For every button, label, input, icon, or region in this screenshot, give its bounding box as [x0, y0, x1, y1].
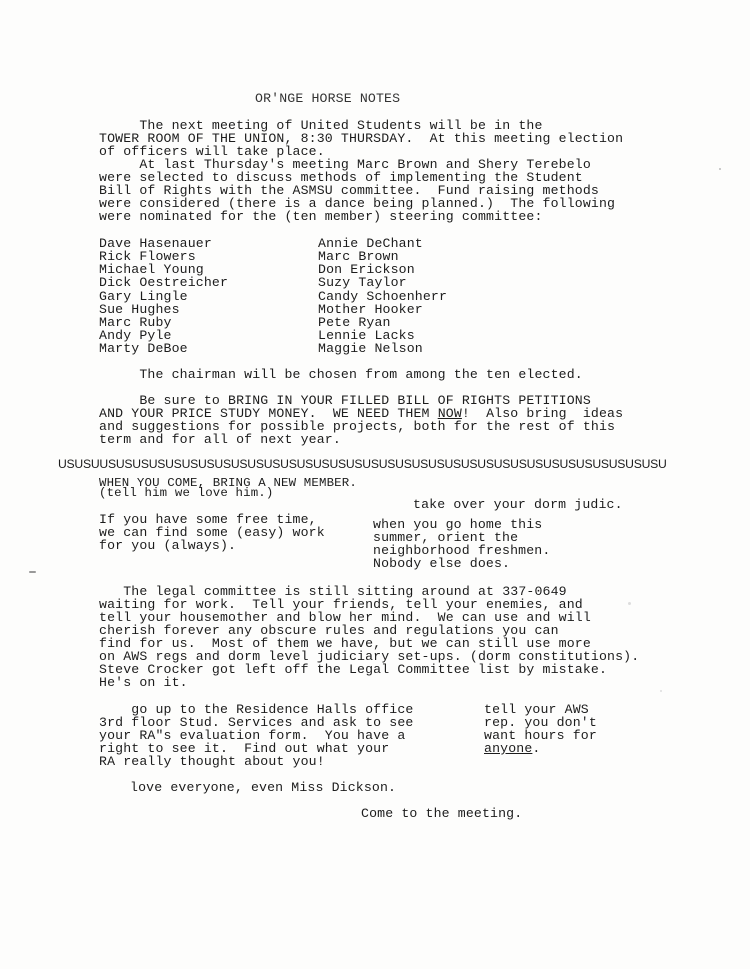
nominee-name: Dick Oestreicher	[99, 275, 229, 290]
text-line: of officers will take place.	[99, 144, 325, 159]
text-line: Nobody else does.	[373, 556, 511, 571]
text-line: The legal committee is still sitting around at 337-0649	[99, 584, 567, 599]
nominee-name: Mother Hooker	[318, 302, 423, 317]
text-line: AND YOUR PRICE STUDY MONEY. WE NEED THEM NOW! Also bring ideas	[99, 406, 624, 421]
text-line: for you (always).	[99, 538, 237, 553]
paper-speck	[719, 168, 721, 170]
text-line: Steve Crocker got left off the Legal Committee list by mistake.	[99, 662, 608, 677]
text-line: summer, orient the	[373, 530, 519, 545]
nominee-name: Pete Ryan	[318, 315, 391, 330]
text-line: (tell him we love him.)	[99, 486, 274, 500]
paper-speck	[660, 690, 662, 692]
nominee-name: Annie DeChant	[318, 236, 423, 251]
newsletter-title: OR'NGE HORSE NOTES	[255, 91, 401, 106]
text-line: and suggestions for possible projects, both for the rest of this	[99, 419, 616, 434]
now-emphasis: NOW	[437, 406, 462, 421]
text-line: anyone.	[484, 741, 541, 756]
nominee-name: Marc Brown	[318, 249, 399, 264]
text-line: At last Thursday's meeting Marc Brown and Shery Terebelo	[99, 157, 591, 172]
paper-speck	[29, 571, 36, 573]
text-line: were selected to discuss methods of implementing the Student	[99, 170, 583, 185]
text-line: on AWS regs and dorm level judiciary set-ups. (dorm constitutions).	[99, 649, 640, 664]
text-line: cherish forever any obscure rules and regulations you can	[99, 623, 559, 638]
text-line: term and for all of next year.	[99, 432, 341, 447]
anyone-emphasis: anyone	[484, 741, 533, 756]
text-line: want hours for	[484, 728, 597, 743]
nominee-name: Candy Schoenherr	[318, 289, 448, 304]
text-line: tell your AWS	[484, 702, 589, 717]
nominee-name: Marty DeBoe	[99, 341, 188, 356]
text-line: when you go home this	[373, 517, 543, 532]
text-line: tell your housemother and blow her mind. We can use and will	[99, 610, 591, 625]
text-line: neighborhood freshmen.	[373, 543, 551, 558]
nominee-name: Gary Lingle	[99, 289, 188, 304]
text-line: WHEN YOU COME, BRING A NEW MEMBER.	[99, 476, 357, 490]
text-line: 3rd floor Stud. Services and ask to see	[99, 715, 414, 730]
text-line: Bill of Rights with the ASMSU committee. Fund raising methods	[99, 183, 599, 198]
nominee-name: Sue Hughes	[99, 302, 180, 317]
text-line: were nominated for the (ten member) steering committee:	[99, 209, 543, 224]
us-divider: USUSUUSUSUSUSUSUSUSUSUSUSUSUSUSUSUSUSUSUSUSUSUSUSUSUSUSUSUSUSUSUSUSUSUSUSU	[58, 457, 667, 471]
text-line: waiting for work. Tell your friends, tell your enemies, and	[99, 597, 583, 612]
nominee-name: Michael Young	[99, 262, 204, 277]
nominee-name: Maggie Nelson	[318, 341, 423, 356]
nominee-name: Don Erickson	[318, 262, 415, 277]
dorm-judic-note: take over your dorm judic.	[413, 497, 623, 512]
nominee-name: Andy Pyle	[99, 328, 172, 343]
text-line: go up to the Residence Halls office	[99, 702, 414, 717]
text-line: TOWER ROOM OF THE UNION, 8:30 THURSDAY. At this meeting election	[99, 131, 624, 146]
text-line: The next meeting of United Students will be in the	[99, 118, 543, 133]
text-line: your RA"s evaluation form. You have a	[99, 728, 406, 743]
text-line: If you have some free time,	[99, 512, 317, 527]
love-everyone-line: love everyone, even Miss Dickson.	[130, 780, 397, 795]
text-line: RA really thought about you!	[99, 754, 325, 769]
chairman-note: The chairman will be chosen from among the ten elected.	[99, 367, 583, 382]
text-line: were considered (there is a dance being planned.) The following	[99, 196, 616, 211]
nominee-name: Suzy Taylor	[318, 275, 407, 290]
text-line: rep. you don't	[484, 715, 597, 730]
paper-speck	[628, 602, 631, 605]
nominee-name: Dave Hasenauer	[99, 236, 212, 251]
text-line: right to see it. Find out what your	[99, 741, 390, 756]
text-line: find for us. Most of them we have, but we can still use more	[99, 636, 591, 651]
text-line: we can find some (easy) work	[99, 525, 325, 540]
text-line: Be sure to BRING IN YOUR FILLED BILL OF RIGHTS PETITIONS	[99, 393, 591, 408]
nominee-name: Marc Ruby	[99, 315, 172, 330]
nominee-name: Lennie Lacks	[318, 328, 415, 343]
nominee-name: Rick Flowers	[99, 249, 196, 264]
come-to-meeting-line: Come to the meeting.	[361, 806, 523, 821]
text-line: He's on it.	[99, 675, 188, 690]
